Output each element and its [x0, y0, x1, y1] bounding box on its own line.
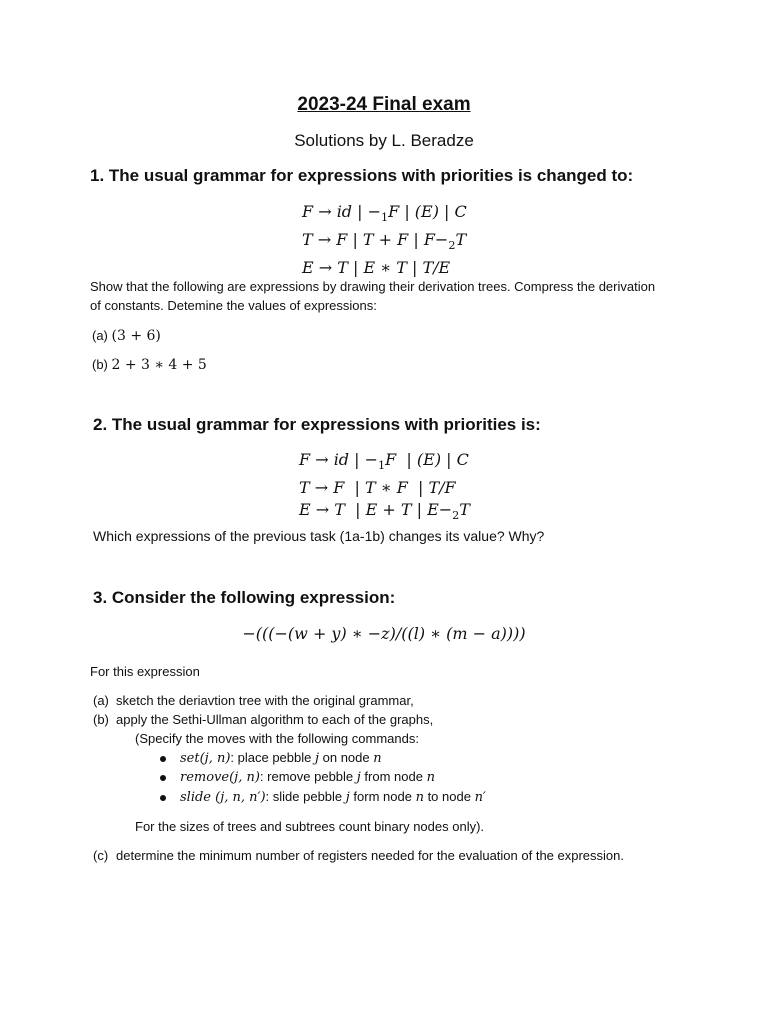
q1-grammar	[302, 201, 467, 279]
q1-grammar-rule-e: E → T | E ∗ T | T/E	[302, 258, 451, 278]
q2-grammar-rule-t: T → F | T ∗ F | T/F	[299, 478, 456, 498]
q3-specify: (Specify the moves with the following commands:	[135, 731, 419, 746]
page-subtitle: Solutions by L. Beradze	[294, 131, 474, 150]
q3-item-a-text: sketch the deriavtion tree with the original grammar,	[116, 693, 414, 708]
bullet-icon	[160, 795, 166, 801]
q1-item-a	[92, 326, 161, 346]
q3-command-remove: remove(j, n): remove pebble j from node n	[160, 767, 435, 787]
q3-item-b-label: (b)	[93, 712, 109, 727]
q3-item-c	[93, 846, 624, 865]
q1-instructions-line-2: of constants. Detemine the values of expressions:	[90, 298, 377, 313]
q3-expression: −(((−(w + y) ∗ −z)/((l) ∗ (m − a))))	[242, 624, 526, 643]
q1-item-b	[92, 355, 207, 375]
q3-command-slide: slide (j, n, n′): slide pebble j form node n to node n′	[160, 787, 486, 807]
q1-grammar-rule-f: F → id | $-_1F$ | (E) | C	[302, 202, 467, 225]
q3-item-a-label: (a)	[93, 693, 109, 708]
q3-item-b	[93, 710, 434, 729]
q1-item-a-expr: (3 + 6)	[111, 328, 161, 344]
q1-item-a-label: (a)	[92, 328, 108, 343]
q3-heading: 3. Consider the following expression:	[93, 588, 396, 607]
q3-item-c-label: (c)	[93, 848, 109, 863]
q2-grammar	[299, 449, 470, 527]
q2-heading: 2. The usual grammar for expressions with priorities is:	[93, 415, 541, 434]
q2-question: Which expressions of the previous task (1a-1b) changes its value? Why?	[93, 528, 545, 544]
q1-heading: 1. The usual grammar for expressions with priorities is changed to:	[90, 166, 634, 185]
bullet-icon	[160, 775, 166, 781]
q3-item-c-text: determine the minimum number of registers needed for the evaluation of the expression.	[116, 848, 624, 863]
q3-item-b-text: apply the Sethi-Ullman algorithm to each of the graphs,	[116, 712, 434, 727]
q3-item-a	[93, 691, 414, 710]
bullet-icon	[160, 756, 166, 762]
q1-instructions	[90, 277, 690, 315]
q1-item-b-expr: 2 + 3 ∗ 4 + 5	[111, 357, 207, 373]
page-title: 2023-24 Final exam	[297, 94, 471, 115]
q2-grammar-rule-f: F → id | $-_1F$ | (E) | C	[299, 450, 469, 473]
q3-sizes-note: For the sizes of trees and subtrees count binary nodes only).	[135, 819, 485, 834]
q1-instructions-line-1: Show that the following are expressions by drawing their derivation trees. Compress the derivation	[90, 279, 656, 294]
q2-grammar-rule-e: E → T | E + T | $E-_2T$	[299, 500, 470, 523]
q3-command-set: set(j, n): place pebble j on node n	[160, 748, 382, 768]
q1-grammar-rule-t: T → F | T + F | $F-_2T$	[302, 230, 467, 253]
q3-intro: For this expression	[90, 664, 200, 679]
q1-item-b-label: (b)	[92, 357, 108, 372]
